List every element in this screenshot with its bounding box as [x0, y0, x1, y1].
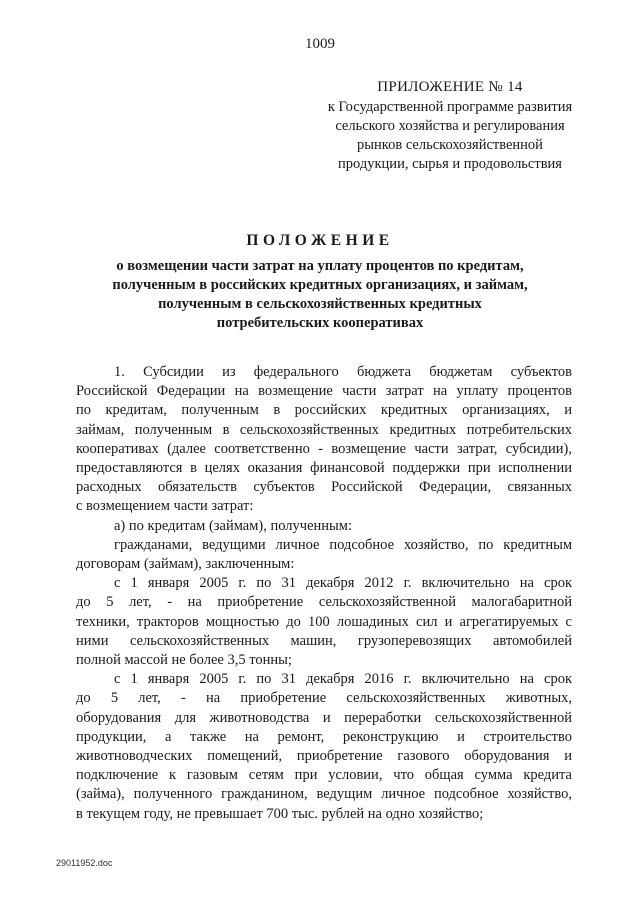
document-body [76, 363, 572, 824]
body-line: кооперативах (далее соответственно - возмещение части затрат, субсидии), [76, 440, 572, 457]
subtitle-line: о возмещении части затрат на уплату процентов по кредитам, [116, 258, 524, 274]
body-line: техники, тракторов мощностью до 100 лошадиных сил и агрегатируемых с [76, 613, 572, 630]
body-line: до 5 лет, - на приобретение сельскохозяйственных животных, [76, 690, 572, 707]
body-line: до 5 лет, - на приобретение сельскохозяйственной малогабаритной [76, 594, 572, 611]
subtitle-line: полученным в сельскохозяйственных кредитных [158, 296, 482, 312]
body-line: (займа), полученного гражданином, ведущим личное подсобное хозяйство, [76, 786, 572, 803]
body-line: расходных обязательств субъектов Российской Федерации, связанных [76, 479, 572, 496]
appendix-line: к Государственной программе развития [327, 99, 573, 115]
body-line: с 1 января 2005 г. по 31 декабря 2016 г. включительно на срок [114, 671, 572, 688]
body-line: с возмещением части затрат: [76, 498, 254, 515]
body-line: оборудования для животноводства и переработки сельскохозяйственной [76, 709, 572, 726]
body-line: Российской Федерации на возмещение части затрат на уплату процентов [76, 383, 572, 400]
document-title: ПОЛОЖЕНИЕ [246, 232, 394, 249]
body-line: полной массой не более 3,5 тонны; [76, 652, 292, 669]
body-line: подключение к газовым сетям при условии, что общая сумма кредита [76, 767, 572, 784]
page-number: 1009 [305, 36, 335, 52]
body-line: продукции, а также на ремонт, реконструкцию и строительство [76, 728, 572, 745]
body-line: предоставляются в целях оказания финансовой поддержки при исполнении [76, 460, 572, 477]
body-line: гражданами, ведущими личное подсобное хозяйство, по кредитным [114, 536, 572, 553]
file-reference: 29011952.doc [56, 858, 113, 868]
body-line: с 1 января 2005 г. по 31 декабря 2012 г. включительно на срок [114, 575, 572, 592]
body-line: 1. Субсидии из федерального бюджета бюджетам субъектов [114, 364, 572, 380]
body-line: по кредитам, полученным в российских кредитных организациях, и [76, 402, 572, 419]
appendix-header [300, 78, 600, 174]
body-line: животноводческих помещений, приобретение газового оборудования и [76, 748, 572, 765]
body-line: в текущем году, не превышает 700 тыс. рублей на одно хозяйство; [76, 805, 484, 822]
subtitle-line: потребительских кооперативах [216, 315, 424, 331]
appendix-line: рынков сельскохозяйственной [357, 137, 543, 153]
body-line: а) по кредитам (займам), полученным: [114, 517, 352, 534]
appendix-line: продукции, сырья и продовольствия [338, 156, 562, 172]
document-subtitle [90, 257, 550, 333]
body-line: займам, полученным в сельскохозяйственных кредитных потребительских [76, 421, 572, 438]
body-line: договорам (займам), заключенным: [76, 556, 295, 573]
body-line: ними сельскохозяйственных машин, грузоперевозящих автомобилей [76, 632, 572, 649]
appendix-title: ПРИЛОЖЕНИЕ № 14 [377, 79, 523, 95]
subtitle-line: полученным в российских кредитных организациях, и займам, [112, 277, 528, 293]
appendix-line: сельского хозяйства и регулирования [335, 118, 565, 134]
